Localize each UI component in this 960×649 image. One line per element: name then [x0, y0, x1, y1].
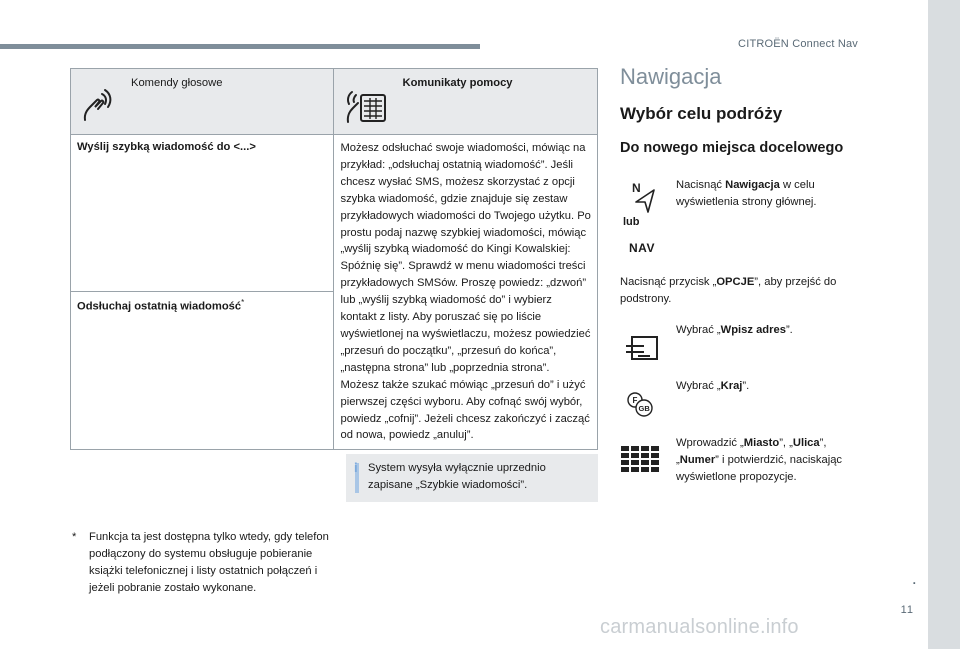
footnote-marker: * [241, 297, 245, 307]
footnote-star: * [72, 531, 77, 543]
command-listen-last-message: Odsłuchaj ostatnią wiadomość [77, 300, 242, 313]
header-help-label: Komunikaty pomocy [402, 77, 513, 89]
enter-address-icon [624, 334, 660, 362]
help-text-cell [334, 135, 598, 450]
step-enter-details [676, 435, 858, 486]
footnote-text: Funkcja ta jest dostępna tylko wtedy, gdy telefon podłączony do systemu obsługuje pobieranie książki telefonicznej i listy ostatnich połączeń i jeżeli pobranie zostało wykonane. [89, 531, 329, 594]
step5-pre: Wprowadzić „ [676, 437, 744, 449]
step4-keyword: Kraj [720, 380, 743, 392]
side-strip [928, 0, 960, 649]
step-options [620, 274, 870, 308]
step5-number: Numer [679, 454, 716, 466]
info-icon: i [354, 460, 358, 475]
flag-letter-bottom: GB [638, 404, 650, 413]
step5-sep1: ”, „ [779, 437, 793, 449]
step4-post: ”. [742, 380, 750, 392]
step5-city: Miasto [743, 437, 780, 449]
keyboard-grid-icon [621, 446, 661, 472]
step5-street: Ulica [792, 437, 820, 449]
info-note-text: System wysyła wyłącznie uprzednio zapisane „Szybkie wiadomości”. [368, 462, 546, 491]
header-cell-help [334, 69, 598, 135]
step1-post: w celu wyświetlenia strony głównej. [676, 179, 817, 208]
step2-keyword: OPCJE [716, 276, 755, 288]
info-note [346, 454, 598, 502]
step3-post: ”. [785, 324, 793, 336]
section-subtitle: Wybór celu podróży [620, 104, 783, 123]
step1-keyword: Nawigacja [725, 179, 780, 191]
voice-help-icon [344, 87, 390, 125]
step3-pre: Wybrać „ [676, 324, 721, 336]
help-text: Możesz odsłuchać swoje wiadomości, mówiąc na przykład: „odsłuchaj ostatnią wiadomość”. Jeśli chcesz wysłać SMS, możesz skorzystać z opcji szybka wiadomość, gdzie znajduje się zestaw przykładowych wiadomości do Twojego użytku. Po prostu podaj nazwę szybkiej wiadomości, mówiąc „wyślij szybką wiadomość do Kingi Kowalskiej: Spóźnię się”. Sprawdź w menu wiadomości treści przykładowych SMSów. Proszę powiedz: „dzwoń” lub „wyślij szybką wiadomość do” i wybierz kontakt z listy. Aby poruszać się po liście wyświetlonej na wyświetlaczu, możesz powiedzieć „przesuń do początku”, „przesuń do końca”, „następna strona” lub „poprzednia strona”. Możesz także szukać mówiąc „przesuń do” i użyć pierwszej części wyboru. Aby cofnąć swój wybór, powiedz „cofnij”. Jeżeli chcesz zakończyć i zacząć od nowa, powiedz „anuluj”. [340, 142, 591, 442]
step3-keyword: Wpisz adres [720, 324, 786, 336]
header-commands-label: Komendy głosowe [131, 77, 223, 89]
step1-pre: Nacisnąć [676, 179, 726, 191]
compass-navigation-icon [630, 180, 660, 216]
step5-sep2: ”, „ [676, 437, 827, 466]
footnote [72, 529, 334, 597]
step2-pre: Nacisnąć przycisk „ [620, 276, 717, 288]
section-title: Nawigacja [620, 64, 722, 89]
step5-post: ” i potwierdzić, naciskając wyświetlone propozycje. [676, 454, 843, 483]
table-header-row [71, 69, 598, 135]
table-row [71, 135, 598, 292]
compass-letter: N [632, 181, 641, 195]
step2-post: ”, aby przejść do podstrony. [620, 276, 837, 305]
nav-button-label[interactable]: NAV [629, 241, 655, 255]
country-flag-icon [626, 392, 660, 418]
step4-pre: Wybrać „ [676, 380, 721, 392]
command-send-quick-message: Wyślij szybką wiadomość do <...> [77, 141, 256, 153]
continuation-dot: . [912, 573, 916, 587]
voice-commands-table [70, 68, 598, 450]
step-navigation [676, 177, 856, 211]
command-cell [71, 135, 334, 292]
brand-header: CITROËN Connect Nav [738, 38, 858, 50]
or-label: lub [623, 216, 640, 228]
step-enter-address [676, 322, 856, 339]
voice-command-icon [81, 87, 115, 123]
command-cell [71, 291, 334, 450]
flag-letter-top: F [632, 396, 638, 405]
subsection-title: Do nowego miejsca docelowego [620, 140, 844, 156]
header-cell-commands [71, 69, 334, 135]
top-accent-bar [0, 44, 480, 49]
watermark: carmanualsonline.info [600, 616, 799, 638]
step-country [676, 378, 856, 395]
page-number: 11 [900, 604, 914, 616]
